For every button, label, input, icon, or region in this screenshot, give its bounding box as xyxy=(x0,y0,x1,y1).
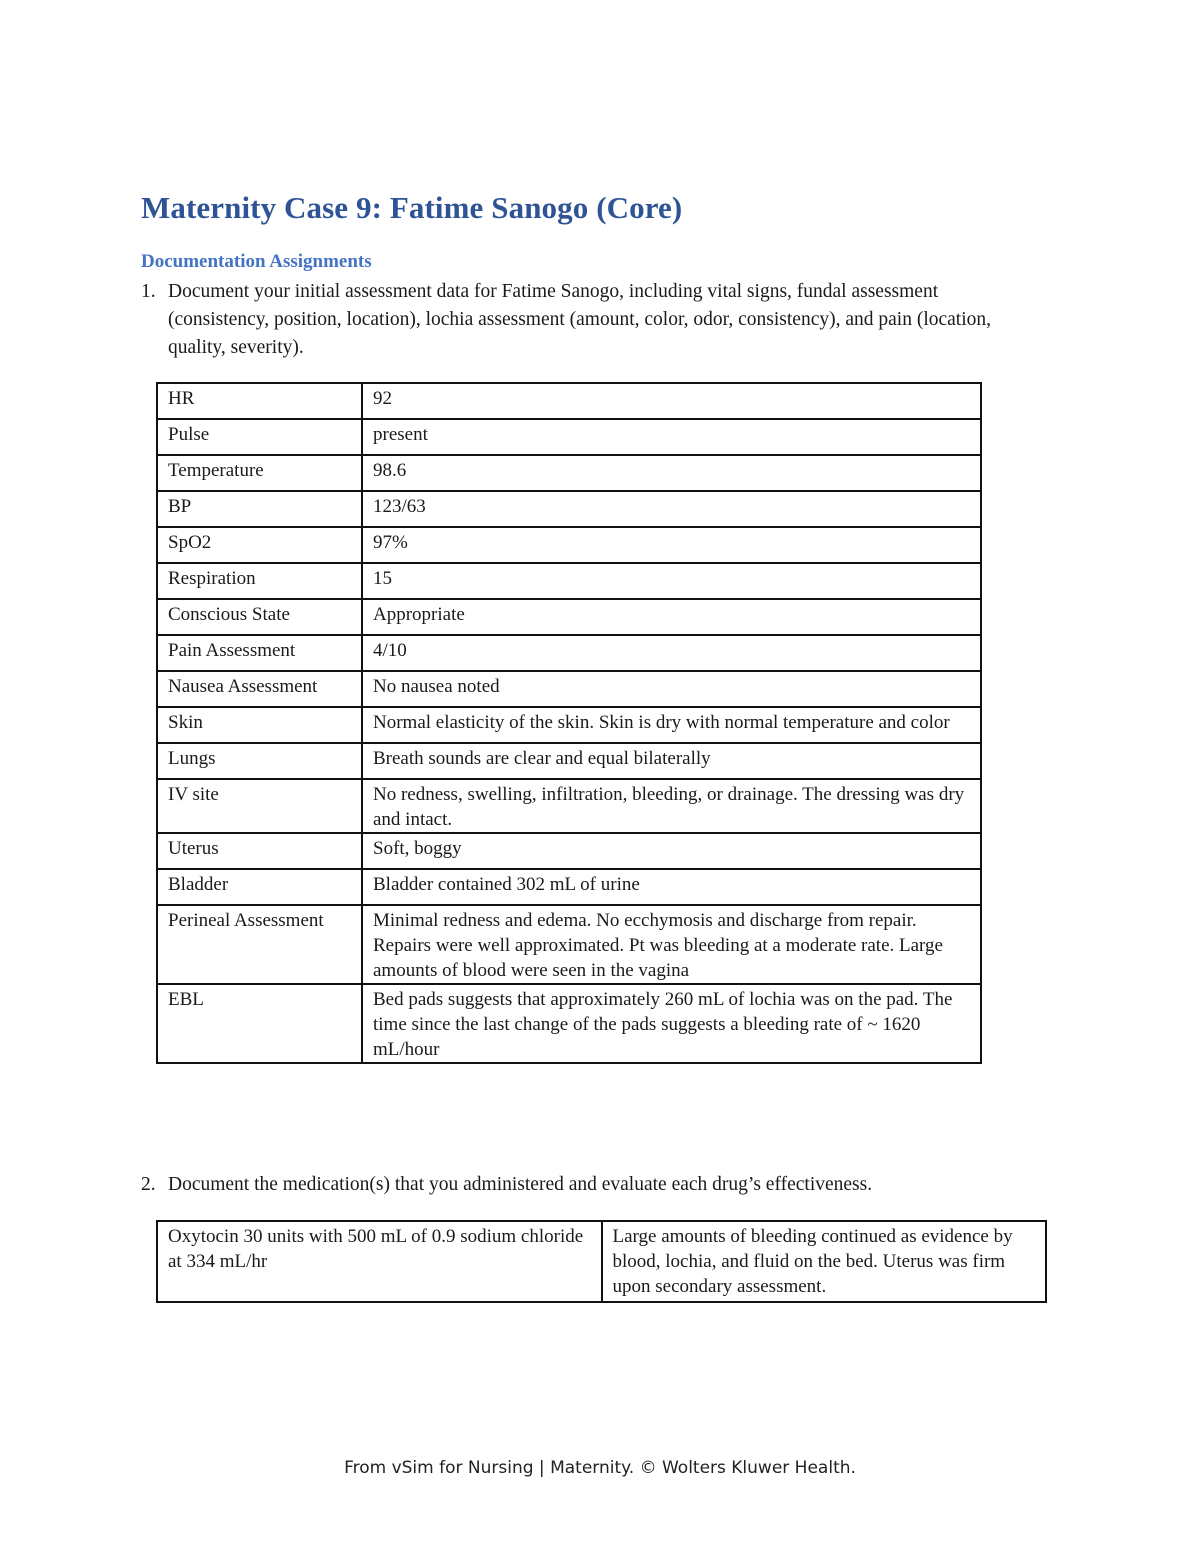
assessment-value: Bladder contained 302 mL of urine xyxy=(362,869,981,905)
assessment-table xyxy=(156,382,982,1064)
table-row xyxy=(157,455,981,491)
assessment-label: Conscious State xyxy=(157,599,362,635)
assessment-value: Appropriate xyxy=(362,599,981,635)
assessment-label: Pain Assessment xyxy=(157,635,362,671)
evaluation-cell: Large amounts of bleeding continued as evidence by blood, lochia, and fluid on the bed. Uterus was firm upon secondary assessment. xyxy=(602,1221,1047,1302)
table-row xyxy=(157,779,981,833)
table-row xyxy=(157,1221,1046,1302)
assessment-label: HR xyxy=(157,383,362,419)
question-text: Document the medication(s) that you administered and evaluate each drug’s effectiveness. xyxy=(168,1174,873,1195)
table-row xyxy=(157,671,981,707)
question-text: Document your initial assessment data for Fatime Sanogo, including vital signs, fundal assessment (consistency, position, location), lochia assessment (amount, color, odor, consistency), and pain (location, quality, severity). xyxy=(168,281,992,358)
assessment-label: Temperature xyxy=(157,455,362,491)
table-row xyxy=(157,419,981,455)
page-footer: From vSim for Nursing | Maternity. © Wolters Kluwer Health. xyxy=(344,1458,856,1478)
section-heading: Documentation Assignments xyxy=(141,251,372,272)
assessment-label: SpO2 xyxy=(157,527,362,563)
assessment-value: 97% xyxy=(362,527,981,563)
table-row xyxy=(157,743,981,779)
table-row xyxy=(157,833,981,869)
medication-cell: Oxytocin 30 units with 500 mL of 0.9 sodium chloride at 334 mL/hr xyxy=(157,1221,602,1302)
assessment-value: 15 xyxy=(362,563,981,599)
assessment-label: BP xyxy=(157,491,362,527)
assessment-value: Breath sounds are clear and equal bilaterally xyxy=(362,743,981,779)
assessment-label: Skin xyxy=(157,707,362,743)
assessment-value: No redness, swelling, infiltration, bleeding, or drainage. The dressing was dry and intact. xyxy=(362,779,981,833)
assessment-value: Normal elasticity of the skin. Skin is dry with normal temperature and color xyxy=(362,707,981,743)
assessment-value: Soft, boggy xyxy=(362,833,981,869)
assessment-value: No nausea noted xyxy=(362,671,981,707)
assessment-label: IV site xyxy=(157,779,362,833)
question-number: 1. xyxy=(141,281,156,302)
assessment-value: Bed pads suggests that approximately 260 mL of lochia was on the pad. The time since the last change of the pads suggests a bleeding rate of ~ 1620 mL/hour xyxy=(362,984,981,1063)
table-row xyxy=(157,491,981,527)
medication-table xyxy=(156,1220,1047,1303)
assessment-value: 123/63 xyxy=(362,491,981,527)
table-row xyxy=(157,905,981,984)
assessment-label: Lungs xyxy=(157,743,362,779)
table-row xyxy=(157,635,981,671)
table-row xyxy=(157,869,981,905)
table-row xyxy=(157,599,981,635)
question-1 xyxy=(141,278,1041,362)
assessment-label: Perineal Assessment xyxy=(157,905,362,984)
question-number: 2. xyxy=(141,1174,156,1195)
table-row xyxy=(157,383,981,419)
assessment-label: Bladder xyxy=(157,869,362,905)
assessment-value: present xyxy=(362,419,981,455)
assessment-value: 98.6 xyxy=(362,455,981,491)
assessment-label: EBL xyxy=(157,984,362,1063)
table-row xyxy=(157,563,981,599)
page-title: Maternity Case 9: Fatime Sanogo (Core) xyxy=(141,190,683,225)
assessment-value: 4/10 xyxy=(362,635,981,671)
assessment-value: Minimal redness and edema. No ecchymosis and discharge from repair. Repairs were well approximated. Pt was bleeding at a moderate rate. Large amounts of blood were seen in the vagina xyxy=(362,905,981,984)
table-row xyxy=(157,707,981,743)
question-2 xyxy=(141,1171,1041,1199)
table-row xyxy=(157,527,981,563)
assessment-label: Pulse xyxy=(157,419,362,455)
assessment-value: 92 xyxy=(362,383,981,419)
assessment-label: Nausea Assessment xyxy=(157,671,362,707)
assessment-label: Respiration xyxy=(157,563,362,599)
assessment-label: Uterus xyxy=(157,833,362,869)
table-row xyxy=(157,984,981,1063)
